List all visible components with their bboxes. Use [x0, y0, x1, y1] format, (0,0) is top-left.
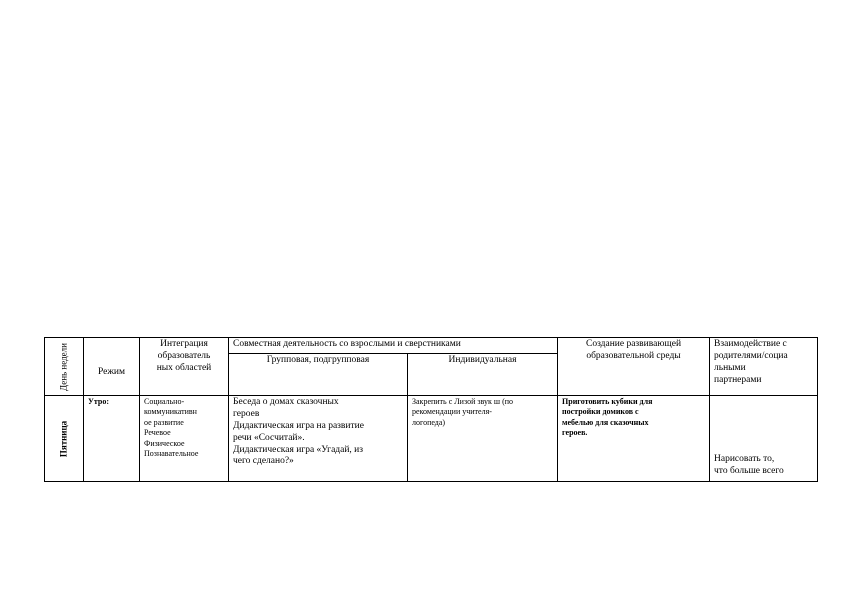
environment-header-line: Создание развивающей — [585, 339, 682, 349]
parents-header-line: Взаимодействие с — [714, 339, 787, 349]
individual-activity-line: рекомендации учителя- — [412, 407, 492, 417]
parents-header-line: родителями/социа — [714, 350, 788, 361]
integration-line: ое развитие — [144, 417, 184, 427]
environment-line: Приготовить кубики для — [562, 397, 653, 406]
regime-cell — [84, 396, 140, 482]
parents-line: что больше всего — [714, 466, 784, 477]
integration-header-line: Интеграция — [160, 339, 208, 349]
group-header-text: Групповая, подгрупповая — [266, 355, 370, 365]
integration-header-line: образователь — [157, 350, 211, 361]
integration-line: Познавательное — [144, 448, 199, 458]
joint-activity-header — [229, 338, 558, 354]
environment-line: постройки домиков с — [562, 407, 639, 417]
environment-cell — [558, 396, 710, 482]
joint-activity-header-text: Совместная деятельность со взрослыми и сверстниками — [233, 339, 461, 349]
integration-header — [140, 338, 229, 396]
group-header — [229, 354, 408, 396]
integration-cell — [140, 396, 229, 482]
environment-line: мебелью для сказочных — [562, 417, 649, 427]
integration-line: коммуникативн — [144, 407, 197, 417]
group-activity-line: Дидактическая игра «Угадай, из — [233, 444, 364, 455]
parents-header — [710, 338, 818, 396]
parents-line: Нарисовать то, — [714, 454, 775, 465]
integration-line: Речевое — [144, 428, 171, 438]
regime-text: Утро: — [88, 397, 110, 406]
group-activity-line: Беседа о домах сказочных — [233, 397, 339, 407]
environment-line: героев. — [562, 428, 588, 438]
group-activity-line: чего сделано?» — [233, 456, 294, 467]
group-activity-line: Дидактическая игра на развитие — [233, 420, 364, 431]
individual-header — [408, 354, 558, 396]
day-text: Пятница — [58, 420, 69, 457]
day-of-week-header — [45, 338, 84, 396]
regime-header-text: Режим — [97, 367, 126, 378]
individual-activity-line: Закрепить с Лизой звук ш (по — [412, 397, 514, 406]
individual-activity-cell — [408, 396, 558, 482]
day-of-week-header-text: День недели — [58, 342, 69, 391]
group-activity-cell — [229, 396, 408, 482]
group-activity-line: героев — [233, 408, 260, 419]
integration-line: Социально- — [144, 397, 185, 406]
environment-header — [558, 338, 710, 396]
parents-header-line: партнерами — [714, 374, 762, 385]
environment-header-line: образовательной среды — [586, 350, 681, 361]
individual-activity-line: логопеда) — [412, 417, 446, 427]
integration-header-line: ных областей — [156, 362, 212, 373]
weekly-plan-table — [44, 337, 818, 482]
day-cell — [45, 396, 84, 482]
group-activity-line: речи «Сосчитай». — [233, 432, 305, 443]
parents-header-line: льными — [714, 362, 746, 373]
parents-cell — [710, 396, 818, 482]
table-row — [45, 396, 818, 482]
individual-header-text: Индивидуальная — [448, 355, 517, 365]
regime-header — [84, 338, 140, 396]
header-row-1 — [45, 338, 818, 354]
integration-line: Физическое — [144, 438, 185, 448]
